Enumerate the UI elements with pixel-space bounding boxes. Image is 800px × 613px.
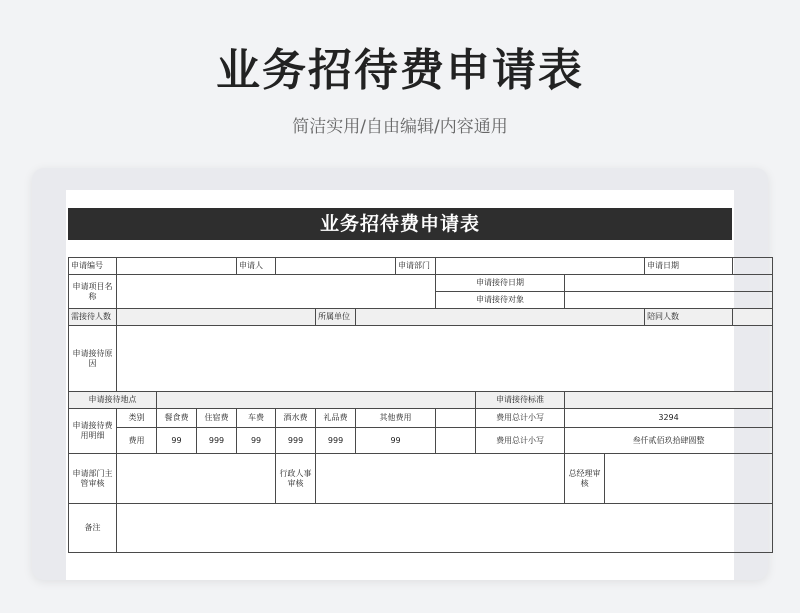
total-lower-value: 3294 xyxy=(565,409,773,428)
expense-value[interactable]: 999 xyxy=(197,428,237,454)
reception-target-field[interactable] xyxy=(565,292,773,309)
admin-review-label: 行政人事审核 xyxy=(276,454,316,504)
total-upper-label: 费用总计小写 xyxy=(476,428,565,454)
admin-review-field[interactable] xyxy=(316,454,565,504)
dept-review-label: 申请部门主管审核 xyxy=(69,454,117,504)
expense-label: 费用 xyxy=(117,428,157,454)
expense-value[interactable]: 99 xyxy=(356,428,436,454)
gm-review-field[interactable] xyxy=(605,454,773,504)
reason-label: 申请接待原因 xyxy=(69,326,117,392)
companion-count-field[interactable] xyxy=(733,309,773,326)
expense-detail-label: 申请接待费用明细 xyxy=(69,409,117,454)
guest-count-field[interactable] xyxy=(117,309,316,326)
expense-value[interactable]: 99 xyxy=(157,428,197,454)
expense-value[interactable]: 99 xyxy=(237,428,276,454)
table-row xyxy=(69,409,773,428)
standard-label: 申请接待标准 xyxy=(476,392,565,409)
department-field[interactable] xyxy=(436,258,645,275)
unit-field[interactable] xyxy=(356,309,645,326)
table-row xyxy=(69,504,773,553)
page-subtitle: 简洁实用/自由编辑/内容通用 xyxy=(292,117,508,137)
expense-header: 车费 xyxy=(237,409,276,428)
remark-field[interactable] xyxy=(117,504,773,553)
application-form-table xyxy=(68,257,773,553)
reason-field[interactable] xyxy=(117,326,773,392)
applicant-label: 申请人 xyxy=(237,258,276,275)
expense-header: 其他费用 xyxy=(356,409,436,428)
expense-header: 餐食费 xyxy=(157,409,197,428)
expense-header: 住宿费 xyxy=(197,409,237,428)
guest-count-label: 需接待人数 xyxy=(69,309,117,326)
expense-value[interactable]: 999 xyxy=(276,428,316,454)
page-title: 业务招待费申请表 xyxy=(216,45,584,96)
reception-target-label: 申请接待对象 xyxy=(436,292,565,309)
apply-date-field[interactable] xyxy=(733,258,773,275)
table-row xyxy=(69,326,773,392)
project-name-field[interactable] xyxy=(117,275,436,309)
remark-label: 备注 xyxy=(69,504,117,553)
expense-header: 酒水费 xyxy=(276,409,316,428)
preview-card xyxy=(32,168,768,580)
apply-no-label: 申请编号 xyxy=(69,258,117,275)
form-sheet xyxy=(66,190,734,580)
total-lower-label: 费用总计小写 xyxy=(476,409,565,428)
table-row xyxy=(69,275,773,292)
total-upper-value: 叁仟贰佰玖拾肆圆整 xyxy=(565,428,773,454)
department-label: 申请部门 xyxy=(396,258,436,275)
location-label: 申请接待地点 xyxy=(69,392,157,409)
apply-date-label: 申请日期 xyxy=(645,258,733,275)
table-row xyxy=(69,454,773,504)
table-row xyxy=(69,309,773,326)
reception-date-label: 申请接待日期 xyxy=(436,275,565,292)
form-header: 业务招待费申请表 xyxy=(68,208,732,240)
table-row xyxy=(69,392,773,409)
table-row xyxy=(69,428,773,454)
expense-value[interactable]: 999 xyxy=(316,428,356,454)
apply-no-field[interactable] xyxy=(117,258,237,275)
location-field[interactable] xyxy=(157,392,476,409)
project-name-label: 申请项目名称 xyxy=(69,275,117,309)
companion-count-label: 陪同人数 xyxy=(645,309,733,326)
unit-label: 所属单位 xyxy=(316,309,356,326)
table-row xyxy=(69,258,773,275)
category-label: 类别 xyxy=(117,409,157,428)
reception-date-field[interactable] xyxy=(565,275,773,292)
dept-review-field[interactable] xyxy=(117,454,276,504)
expense-header: 礼品费 xyxy=(316,409,356,428)
applicant-field[interactable] xyxy=(276,258,396,275)
gm-review-label: 总经理审核 xyxy=(565,454,605,504)
standard-field[interactable] xyxy=(565,392,773,409)
